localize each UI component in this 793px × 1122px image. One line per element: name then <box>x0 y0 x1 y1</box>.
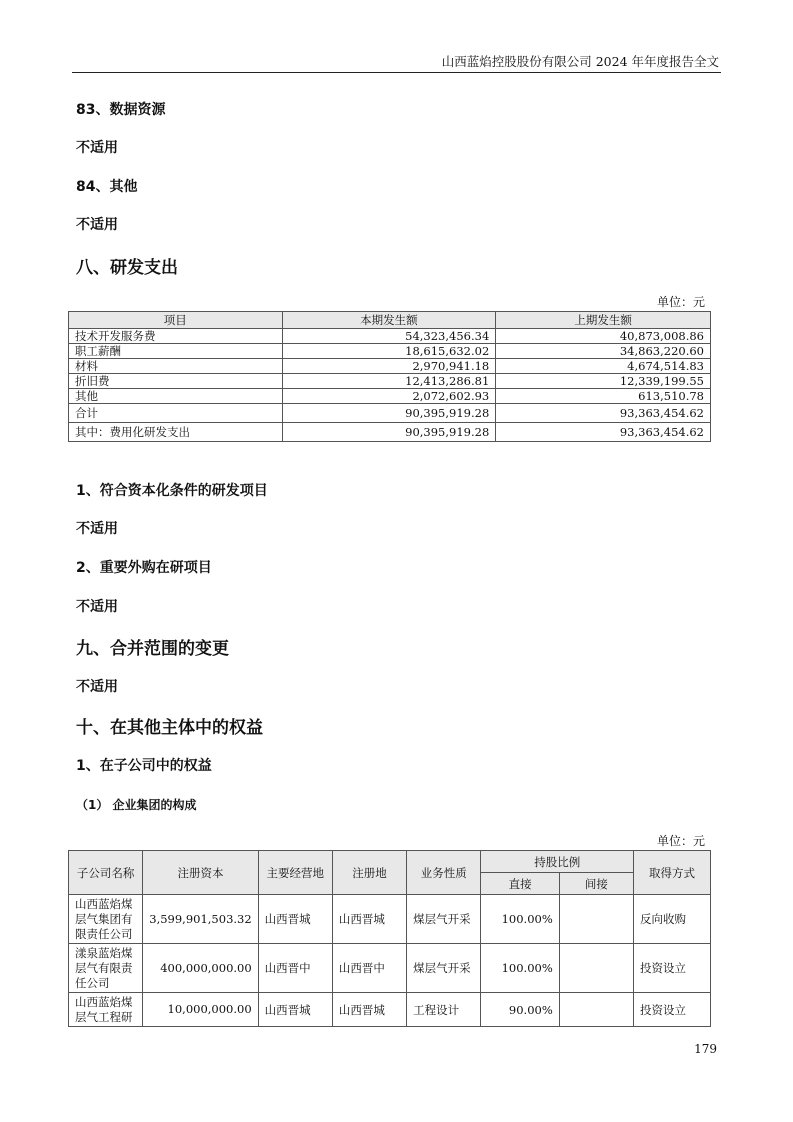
subsidiary-name: 山西蓝焰煤层气工程研 <box>69 993 143 1027</box>
table-row <box>69 895 711 944</box>
rd-table-header-row <box>69 312 711 329</box>
rd-item-label: 合计 <box>69 404 283 423</box>
rd-current-value: 2,970,941.18 <box>282 359 496 374</box>
rd-header-item: 项目 <box>69 312 283 329</box>
table-row-total <box>69 404 711 423</box>
header-divider <box>72 72 721 73</box>
rd-2-body: 不适用 <box>76 599 118 615</box>
rd-1-title: 1、符合资本化条件的研发项目 <box>76 483 268 499</box>
rd-item-label: 材料 <box>69 359 283 374</box>
subsidiary-name: 山西蓝焰煤层气集团有限责任公司 <box>69 895 143 944</box>
rd-current-value: 12,413,286.81 <box>282 374 496 389</box>
header-registered-place: 注册地 <box>332 851 406 895</box>
page-number: 179 <box>694 1042 717 1056</box>
table-row <box>69 993 711 1027</box>
subsidiary-capital: 400,000,000.00 <box>143 944 258 993</box>
rd-previous-value: 12,339,199.55 <box>496 374 711 389</box>
table-row <box>69 359 711 374</box>
header-business-nature: 业务性质 <box>407 851 481 895</box>
header-acquisition-method: 取得方式 <box>634 851 711 895</box>
rd-item-label: 折旧费 <box>69 374 283 389</box>
rd-2-title: 2、重要外购在研项目 <box>76 560 212 576</box>
table-row <box>69 944 711 993</box>
rd-1-body: 不适用 <box>76 521 118 537</box>
header-main-place: 主要经营地 <box>258 851 332 895</box>
rd-current-value: 90,395,919.28 <box>282 404 496 423</box>
table-row <box>69 344 711 359</box>
subsidiary-registered-place: 山西晋城 <box>332 895 406 944</box>
rd-current-value: 18,615,632.02 <box>282 344 496 359</box>
rd-unit-label: 单位：元 <box>656 295 705 309</box>
report-header-title: 山西蓝焰控股股份有限公司 2024 年年度报告全文 <box>441 54 719 69</box>
rd-section-title: 八、研发支出 <box>76 258 178 278</box>
table-row <box>69 389 711 404</box>
subsidiary-capital: 3,599,901,503.32 <box>143 895 258 944</box>
subsidiary-capital: 10,000,000.00 <box>143 993 258 1027</box>
table-row <box>69 374 711 389</box>
subsidiary-indirect-ratio <box>559 895 633 944</box>
rd-current-value: 2,072,602.93 <box>282 389 496 404</box>
header-holding-ratio: 持股比例 <box>481 851 634 873</box>
rd-item-label: 其他 <box>69 389 283 404</box>
section-84-title: 84、其他 <box>76 179 138 195</box>
section-83-body: 不适用 <box>76 140 118 156</box>
subsidiary-registered-place: 山西晋中 <box>332 944 406 993</box>
section-9-title: 九、合并范围的变更 <box>76 639 229 659</box>
subsidiary-business: 工程设计 <box>407 993 481 1027</box>
rd-expense-table <box>68 311 711 442</box>
header-registered-capital: 注册资本 <box>143 851 258 895</box>
subsidiary-business: 煤层气开采 <box>407 895 481 944</box>
subsidiary-name: 漾泉蓝焰煤层气有限责任公司 <box>69 944 143 993</box>
rd-item-label: 职工薪酬 <box>69 344 283 359</box>
subsidiary-header-row-1 <box>69 851 711 873</box>
header-subsidiary-name: 子公司名称 <box>69 851 143 895</box>
rd-current-value: 90,395,919.28 <box>282 423 496 442</box>
rd-previous-value: 34,863,220.60 <box>496 344 711 359</box>
section-9-body: 不适用 <box>76 679 118 695</box>
subsidiary-registered-place: 山西晋城 <box>332 993 406 1027</box>
rd-previous-value: 4,674,514.83 <box>496 359 711 374</box>
rd-current-value: 54,323,456.34 <box>282 329 496 344</box>
rd-item-label: 技术开发服务费 <box>69 329 283 344</box>
rd-previous-value: 613,510.78 <box>496 389 711 404</box>
rd-header-previous: 上期发生额 <box>496 312 711 329</box>
subsidiary-direct-ratio: 90.00% <box>481 993 559 1027</box>
table-row-expensed <box>69 423 711 442</box>
table-row <box>69 329 711 344</box>
subsidiary-unit-label: 单位：元 <box>656 834 705 848</box>
header-direct: 直接 <box>481 873 559 895</box>
section-10-1-title: 1、在子公司中的权益 <box>76 758 212 774</box>
subsidiary-main-place: 山西晋城 <box>258 895 332 944</box>
subsidiary-indirect-ratio <box>559 944 633 993</box>
subsidiary-business: 煤层气开采 <box>407 944 481 993</box>
rd-header-current: 本期发生额 <box>282 312 496 329</box>
section-10-1-1-title: （1） 企业集团的构成 <box>76 798 197 812</box>
section-83-title: 83、数据资源 <box>76 102 166 118</box>
subsidiary-direct-ratio: 100.00% <box>481 944 559 993</box>
subsidiary-main-place: 山西晋城 <box>258 993 332 1027</box>
section-10-title: 十、在其他主体中的权益 <box>76 718 263 738</box>
subsidiary-method: 投资设立 <box>634 944 711 993</box>
section-84-body: 不适用 <box>76 217 118 233</box>
header-indirect: 间接 <box>559 873 633 895</box>
subsidiary-method: 投资设立 <box>634 993 711 1027</box>
rd-previous-value: 93,363,454.62 <box>496 423 711 442</box>
rd-item-label: 其中：费用化研发支出 <box>69 423 283 442</box>
subsidiary-indirect-ratio <box>559 993 633 1027</box>
subsidiary-method: 反向收购 <box>634 895 711 944</box>
subsidiary-table <box>68 850 711 1027</box>
rd-previous-value: 93,363,454.62 <box>496 404 711 423</box>
rd-previous-value: 40,873,008.86 <box>496 329 711 344</box>
subsidiary-direct-ratio: 100.00% <box>481 895 559 944</box>
subsidiary-main-place: 山西晋中 <box>258 944 332 993</box>
